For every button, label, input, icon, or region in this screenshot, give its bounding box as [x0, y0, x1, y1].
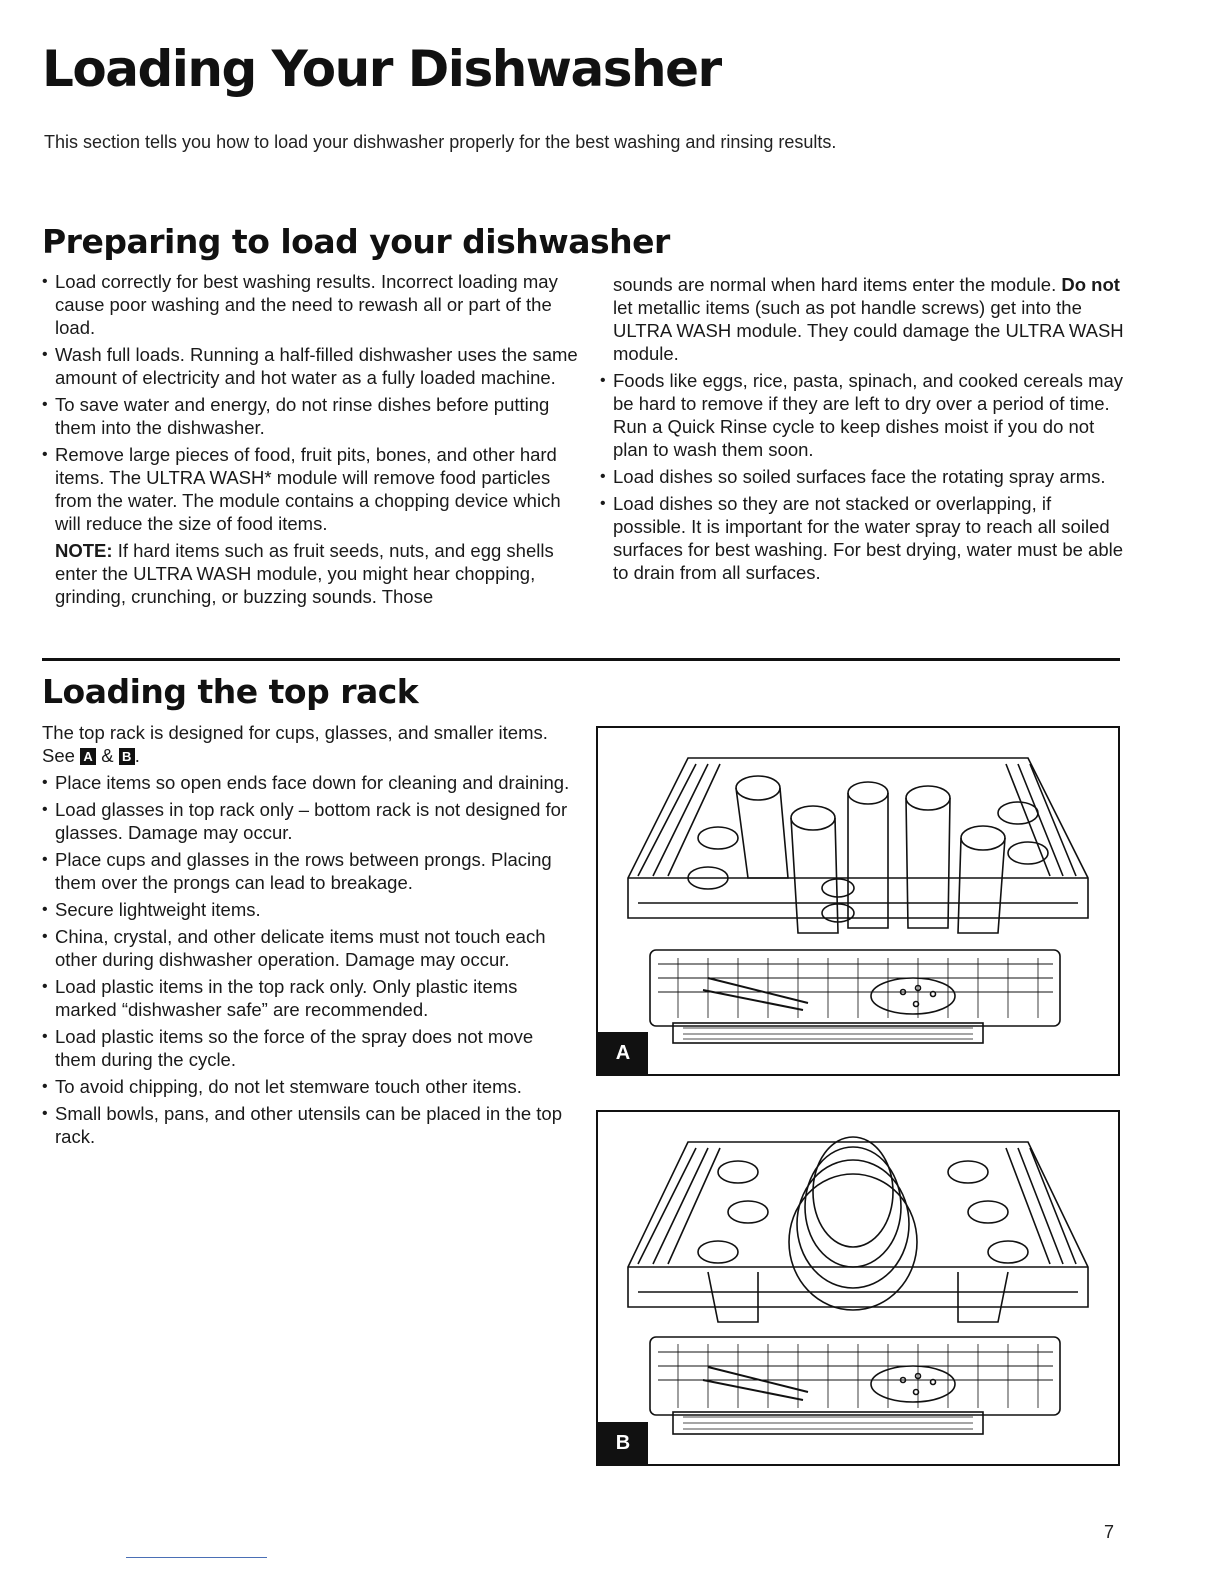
bullet-icon: •	[42, 446, 48, 463]
bullet-icon: •	[42, 1105, 48, 1122]
bullet-icon: •	[600, 372, 606, 389]
list-item: • Foods like eggs, rice, pasta, spinach, and cooked cereals may be hard to remove if they are left to dry over a period of time. Run a Quick Rinse cycle to keep dishes moist if you do not plan to wash them soon.	[600, 370, 1124, 460]
figure-b-ref: B	[119, 748, 135, 765]
intro-text: This section tells you how to load your dishwasher properly for the best washing and rinsing results.	[44, 132, 837, 152]
list-item: • Load correctly for best washing results. Incorrect loading may cause poor washing and the need to rewash all or part of the load.	[42, 271, 558, 338]
list-item: • To save water and energy, do not rinse dishes before putting them into the dishwasher.	[42, 394, 550, 438]
top-rack-list	[42, 771, 572, 1148]
utensil-basket	[650, 950, 1060, 1026]
list-item: • China, crystal, and other delicate items must not touch each other during dishwasher operation. Damage may occur.	[42, 926, 546, 970]
preparing-left-column	[42, 270, 582, 608]
note-continuation: sounds are normal when hard items enter the module. Do not let metallic items (such as pot handle screws) get into the ULTRA WASH module. They could damage the ULTRA WASH module.	[613, 274, 1124, 364]
bullet-icon: •	[42, 273, 48, 290]
figure-b-label: B	[598, 1422, 648, 1464]
top-rack-illustration-b	[598, 1112, 1118, 1464]
preparing-heading: Preparing to load your dishwasher	[42, 222, 670, 261]
list-item: • Remove large pieces of food, fruit pits, bones, and other hard items. The ULTRA WASH* module will remove food particles from the water. The module contains a chopping device which will reduce the size of food items.	[42, 444, 561, 534]
bullet-icon: •	[42, 1078, 48, 1095]
bullet-icon: •	[42, 851, 48, 868]
list-item: • Load dishes so they are not stacked or overlapping, if possible. It is important for the water spray to reach all soiled surfaces for best washing. For best drying, water must be able to drain from all surfaces.	[600, 493, 1124, 583]
bullet-icon: •	[42, 801, 48, 818]
rack-frame	[628, 1142, 1088, 1307]
list-item: • Load plastic items in the top rack only. Only plastic items marked “dishwasher safe” are recommended.	[42, 976, 518, 1020]
bullet-icon: •	[600, 495, 606, 512]
bullet-icon: •	[42, 1028, 48, 1045]
bullet-icon: •	[42, 978, 48, 995]
figure-b	[596, 1110, 1120, 1466]
list-item: • Load glasses in top rack only – bottom rack is not designed for glasses. Damage may occur.	[42, 799, 568, 843]
list-item: • Load plastic items so the force of the spray does not move them during the cycle.	[42, 1026, 534, 1070]
top-rack-illustration-a	[598, 728, 1118, 1074]
section-divider	[42, 658, 1120, 661]
dishes-group	[789, 1137, 917, 1310]
bullet-icon: •	[42, 396, 48, 413]
list-item: • Place items so open ends face down for cleaning and draining.	[42, 772, 570, 793]
preparing-right-column	[600, 273, 1125, 588]
figure-a	[596, 726, 1120, 1076]
do-not-label: Do not	[1061, 274, 1120, 295]
top-rack-intro: The top rack is designed for cups, glasses, and smaller items. See A & B .	[42, 722, 548, 766]
list-item: • Wash full loads. Running a half-filled dishwasher uses the same amount of electricity and hot water as a fully loaded machine.	[42, 344, 578, 388]
preparing-left-list	[42, 270, 582, 535]
preparing-right-list	[600, 369, 1125, 584]
list-item: • To avoid chipping, do not let stemware touch other items.	[42, 1076, 522, 1097]
list-item: • Load dishes so soiled surfaces face the rotating spray arms.	[600, 466, 1106, 487]
bullet-icon: •	[42, 346, 48, 363]
list-item: • Small bowls, pans, and other utensils can be placed in the top rack.	[42, 1103, 563, 1147]
figure-a-label: A	[598, 1032, 648, 1074]
ultra-wash-note: NOTE: If hard items such as fruit seeds, nuts, and egg shells enter the ULTRA WASH module, you might hear chopping, grinding, crunching, or buzzing sounds. Those	[55, 540, 554, 607]
utensil-basket	[650, 1337, 1060, 1415]
bullet-icon: •	[600, 468, 606, 485]
rack-frame	[628, 758, 1088, 918]
list-item: • Secure lightweight items.	[42, 899, 261, 920]
top-rack-column	[42, 721, 572, 1152]
bullet-icon: •	[42, 928, 48, 945]
glasses-group	[688, 776, 1048, 933]
figure-a-ref: A	[80, 748, 96, 765]
page-title: Loading Your Dishwasher	[42, 40, 721, 98]
list-item: • Place cups and glasses in the rows between prongs. Placing them over the prongs can lead to breakage.	[42, 849, 552, 893]
bullet-icon: •	[42, 774, 48, 791]
bullet-icon: •	[42, 901, 48, 918]
top-rack-heading: Loading the top rack	[42, 672, 419, 711]
page-number: 7	[1104, 1522, 1115, 1542]
note-label: NOTE:	[55, 540, 113, 561]
footer-line	[126, 1557, 267, 1558]
